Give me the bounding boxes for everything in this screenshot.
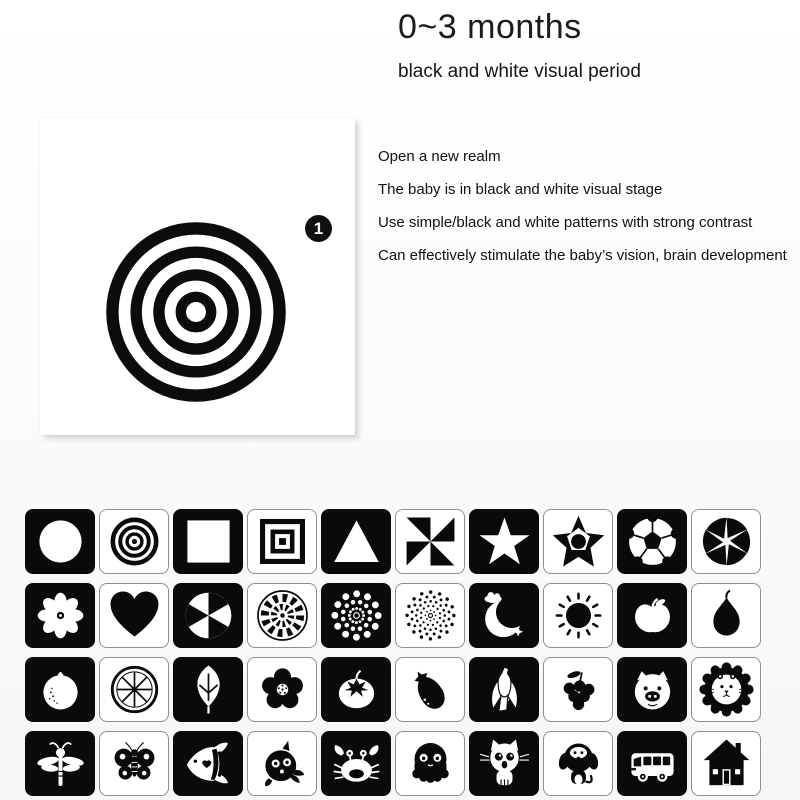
card-number-badge: 1: [305, 215, 332, 242]
tomato-icon: [326, 661, 387, 718]
pattern-card-banana: [469, 657, 539, 722]
pattern-card-square: [173, 509, 243, 574]
starburst-dots-icon: [400, 587, 461, 644]
pattern-card-grapes: [543, 657, 613, 722]
star-icon: [474, 513, 535, 570]
description-block: [378, 140, 798, 272]
pattern-card-house: [691, 731, 761, 796]
description-line: The baby is in black and white visual stage: [378, 181, 663, 198]
pinwheel-icon: [400, 513, 461, 570]
pattern-card-bus: [617, 731, 687, 796]
bus-icon: [622, 735, 683, 792]
pattern-card-nested-squares: [247, 509, 317, 574]
pattern-card-blossom: [247, 657, 317, 722]
page-title: 0~3 months: [398, 8, 582, 46]
pattern-card-flower: [25, 583, 95, 648]
dog-icon: [548, 735, 609, 792]
sun-icon: [548, 587, 609, 644]
dragonfly-icon: [30, 735, 91, 792]
pattern-card-pinwheel: [395, 509, 465, 574]
pattern-card-aperture: [691, 509, 761, 574]
flower-icon: [30, 587, 91, 644]
pattern-card-target: [99, 509, 169, 574]
aperture-icon: [696, 513, 757, 570]
leaf-icon: [178, 661, 239, 718]
radial-dots-icon: [326, 587, 387, 644]
pattern-card-tomato: [321, 657, 391, 722]
triangle-icon: [326, 513, 387, 570]
pattern-card-eggplant: [395, 657, 465, 722]
pattern-card-moon: [469, 583, 539, 648]
pattern-card-triangle: [321, 509, 391, 574]
pattern-card-dog: [543, 731, 613, 796]
description-line: Can effectively stimulate the baby’s vision, brain development: [378, 247, 787, 264]
pattern-card-beachball: [173, 583, 243, 648]
house-icon: [696, 735, 757, 792]
pig-icon: [622, 661, 683, 718]
dartboard-icon: [252, 587, 313, 644]
pattern-card-star-badge: [543, 509, 613, 574]
butterfly-icon: [104, 735, 165, 792]
pattern-card-octopus: [395, 731, 465, 796]
pattern-card-radial-dots: [321, 583, 391, 648]
grapes-icon: [548, 661, 609, 718]
soccer-ball-icon: [622, 513, 683, 570]
pattern-card-pig: [617, 657, 687, 722]
pattern-card-soccer-ball: [617, 509, 687, 574]
nested-squares-icon: [252, 513, 313, 570]
pattern-card-dartboard: [247, 583, 317, 648]
lion-icon: [696, 661, 757, 718]
pattern-card-angelfish: [173, 731, 243, 796]
pattern-card-citrus-slice: [99, 657, 169, 722]
octopus-icon: [400, 735, 461, 792]
banana-icon: [474, 661, 535, 718]
citrus-slice-icon: [104, 661, 165, 718]
featured-bullseye-card: [40, 118, 355, 435]
blossom-icon: [252, 661, 313, 718]
pattern-card-lion: [691, 657, 761, 722]
pattern-card-circle: [25, 509, 95, 574]
cat-icon: [474, 735, 535, 792]
eggplant-icon: [400, 661, 461, 718]
star-badge-icon: [548, 513, 609, 570]
pattern-card-baby-fish: [247, 731, 317, 796]
pattern-card-apple: [617, 583, 687, 648]
description-line: Use simple/black and white patterns with strong contrast: [378, 214, 753, 231]
pattern-card-starburst-dots: [395, 583, 465, 648]
pattern-card-grid: [25, 509, 761, 796]
pattern-card-orange: [25, 657, 95, 722]
apple-icon: [622, 587, 683, 644]
pear-icon: [696, 587, 757, 644]
page-subtitle: black and white visual period: [398, 61, 641, 82]
pattern-card-heart: [99, 583, 169, 648]
pattern-card-star: [469, 509, 539, 574]
baby-fish-icon: [252, 735, 313, 792]
description-line: Open a new realm: [378, 148, 501, 165]
circle-icon: [30, 513, 91, 570]
pattern-card-dragonfly: [25, 731, 95, 796]
bullseye-target-icon: [101, 217, 291, 407]
pattern-card-crab: [321, 731, 391, 796]
pattern-card-butterfly: [99, 731, 169, 796]
moon-icon: [474, 587, 535, 644]
pattern-card-leaf: [173, 657, 243, 722]
crab-icon: [326, 735, 387, 792]
pattern-card-sun: [543, 583, 613, 648]
angelfish-icon: [178, 735, 239, 792]
beachball-icon: [178, 587, 239, 644]
heart-icon: [104, 587, 165, 644]
pattern-card-pear: [691, 583, 761, 648]
pattern-card-cat: [469, 731, 539, 796]
square-icon: [178, 513, 239, 570]
orange-icon: [30, 661, 91, 718]
target-icon: [104, 513, 165, 570]
